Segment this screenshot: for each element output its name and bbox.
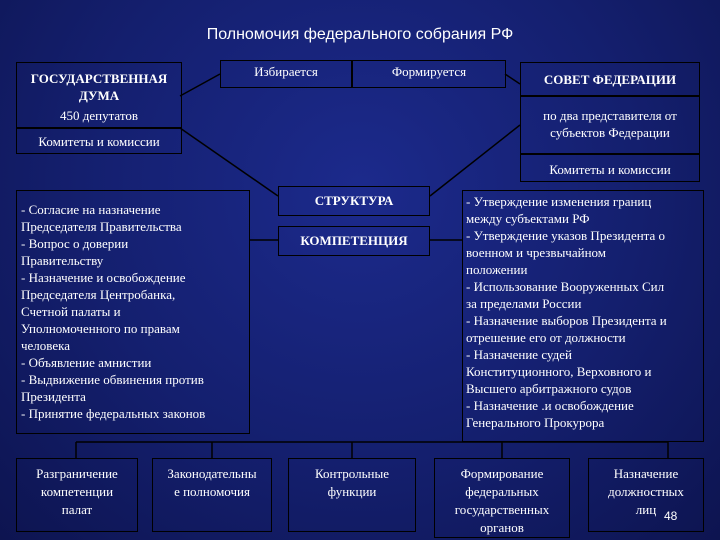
bottom-box-line: органов bbox=[480, 520, 524, 535]
duma-title-line1: ГОСУДАРСТВЕННАЯ bbox=[30, 71, 168, 86]
bottom-box-line: палат bbox=[61, 502, 93, 517]
council-powers-box bbox=[462, 190, 704, 442]
competence-box bbox=[278, 226, 430, 256]
duma-power-line: Уполномоченного по правам bbox=[21, 321, 180, 336]
bottom-box-line: функции bbox=[327, 484, 377, 499]
duma-powers-box bbox=[16, 190, 250, 434]
duma-power-line: Правительству bbox=[21, 253, 104, 268]
bottom-box-line: е полномочия bbox=[174, 484, 250, 499]
duma-box bbox=[16, 62, 182, 128]
structure-right-diagonal bbox=[430, 125, 520, 196]
duma-powers-list bbox=[21, 201, 205, 422]
council-reps-line1: по два представителя от bbox=[543, 108, 677, 123]
council-power-line: отрешение его от должности bbox=[466, 330, 626, 345]
bottom-box-line: лиц bbox=[635, 502, 657, 517]
council-committees-box bbox=[520, 154, 700, 182]
duma-power-line: - Назначение и освобождение bbox=[21, 270, 186, 285]
duma-committees-box bbox=[16, 128, 182, 154]
bottom-box-legislative bbox=[152, 458, 272, 532]
form-connector bbox=[505, 74, 520, 84]
council-power-line: между субъектами РФ bbox=[466, 211, 590, 226]
duma-power-line: - Вопрос о доверии bbox=[21, 236, 129, 251]
bottom-box-line: должностных bbox=[608, 484, 684, 499]
duma-power-line: - Согласие на назначение bbox=[21, 202, 161, 217]
structure-label: СТРУКТУРА bbox=[314, 193, 394, 208]
formed-box bbox=[352, 60, 506, 88]
elected-box bbox=[220, 60, 352, 88]
structure-box bbox=[278, 186, 430, 216]
bottom-box-formation bbox=[434, 458, 570, 538]
duma-deputies: 450 депутатов bbox=[59, 108, 138, 123]
structure-left-diagonal bbox=[180, 128, 278, 196]
council-power-line: - Утверждение изменения границ bbox=[466, 194, 652, 209]
council-power-line: положении bbox=[466, 262, 528, 277]
bottom-box-line: Законодательны bbox=[167, 466, 257, 481]
bottom-box-line: Контрольные bbox=[314, 466, 390, 481]
formed-label: Формируется bbox=[391, 64, 467, 79]
duma-power-line: - Объявление амнистии bbox=[21, 355, 152, 370]
page-title: Полномочия федерального собрания РФ bbox=[206, 26, 514, 43]
bottom-box-control bbox=[288, 458, 416, 532]
duma-power-line: - Выдвижение обвинения против bbox=[21, 372, 204, 387]
council-power-line: за пределами России bbox=[466, 296, 582, 311]
bottom-box-appointment bbox=[588, 458, 704, 532]
duma-title-line2: ДУМА bbox=[78, 88, 120, 103]
council-power-line: - Утверждение указов Президента о bbox=[466, 228, 666, 243]
bottom-box-delimitation bbox=[16, 458, 138, 532]
council-power-line: военном и чрезвычайном bbox=[466, 245, 607, 260]
duma-power-line: Председателя Центробанка, bbox=[21, 287, 176, 302]
bottom-box-line: государственных bbox=[454, 502, 550, 517]
duma-power-line: человека bbox=[21, 338, 71, 353]
page-number: 48 bbox=[664, 509, 678, 523]
duma-power-line: Счетной палаты и bbox=[21, 304, 121, 319]
council-power-line: - Назначение выборов Президента и bbox=[466, 313, 667, 328]
elected-label: Избирается bbox=[254, 64, 318, 79]
council-reps-box bbox=[520, 96, 700, 154]
council-powers-list bbox=[466, 193, 667, 431]
competence-label: КОМПЕТЕНЦИЯ bbox=[300, 233, 408, 248]
duma-committees: Комитеты и комиссии bbox=[38, 134, 160, 149]
council-power-line: - Назначение .и освобождение bbox=[466, 398, 634, 413]
council-power-line: Конституционного, Верховного и bbox=[466, 364, 652, 379]
council-committees: Комитеты и комиссии bbox=[549, 162, 671, 177]
bottom-box-line: Назначение bbox=[613, 466, 679, 481]
bottom-box-line: Разграничение bbox=[36, 466, 118, 481]
bottom-box-line: Формирование bbox=[460, 466, 544, 481]
council-power-line: Генерального Прокурора bbox=[466, 415, 605, 430]
elect-connector bbox=[180, 74, 220, 96]
duma-power-line: - Принятие федеральных законов bbox=[21, 406, 206, 421]
bottom-box-line: федеральных bbox=[465, 484, 539, 499]
council-reps-line2: субъектов Федерации bbox=[550, 125, 670, 140]
bottom-box-line: компетенции bbox=[40, 484, 114, 499]
council-power-line: - Назначение судей bbox=[466, 347, 572, 362]
duma-power-line: Председателя Правительства bbox=[21, 219, 182, 234]
council-box bbox=[520, 62, 700, 96]
duma-power-line: Президента bbox=[21, 389, 86, 404]
council-power-line: Высшего арбитражного судов bbox=[466, 381, 632, 396]
council-power-line: - Использование Вооруженных Сил bbox=[466, 279, 665, 294]
council-title: СОВЕТ ФЕДЕРАЦИИ bbox=[543, 72, 677, 87]
